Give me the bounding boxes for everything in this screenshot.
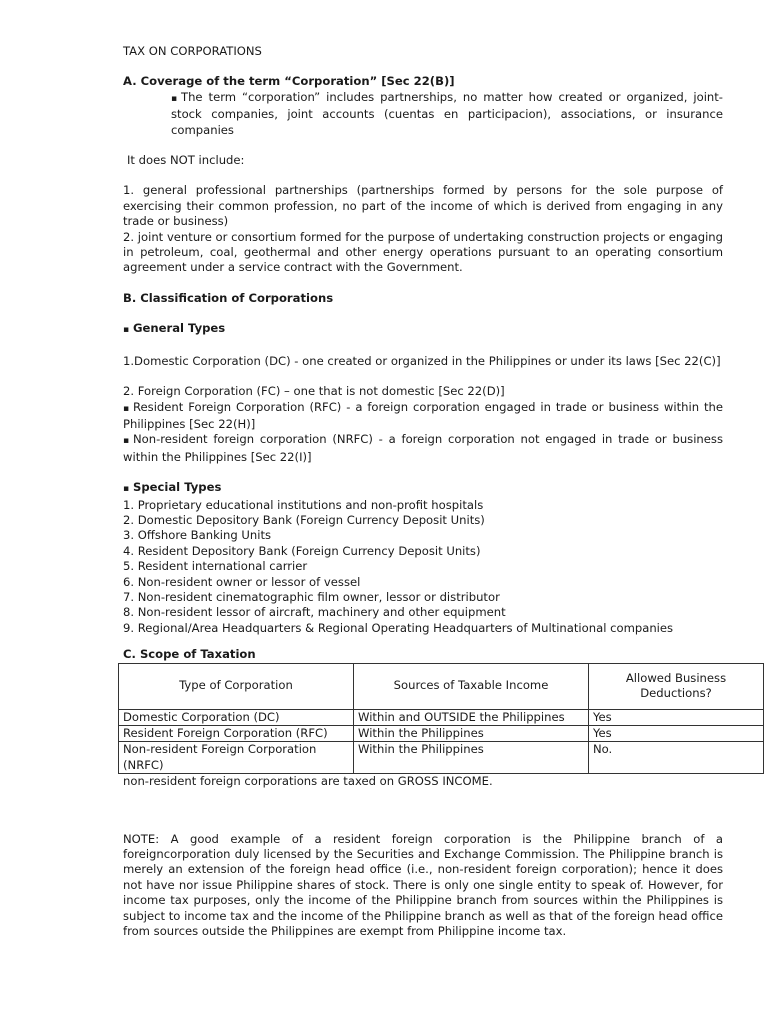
table-cell: Resident Foreign Corporation (RFC) bbox=[119, 726, 354, 742]
bullet-dot-icon: ▪ bbox=[123, 436, 130, 447]
section-a-bullet-text: The term “corporation” includes partnerships, no matter how created or organized, joint-stock companies, joint accounts (cuentas en participacion), associations, or insurance companies bbox=[171, 89, 723, 137]
document-page bbox=[123, 44, 727, 939]
list-item: 2. Domestic Depository Bank (Foreign Currency Deposit Units) bbox=[123, 512, 485, 527]
exclusion-item-2: 2. joint venture or consortium formed for the purpose of undertaking construction projects or engaging in petroleum, coal, geothermal and other energy operations pursuant to an operating consortium agreement under a service contract with the Government. bbox=[123, 229, 723, 275]
section-a-heading: A. Coverage of the term “Corporation” [Sec 22(B)] bbox=[123, 74, 455, 89]
list-item: 7. Non-resident cinematographic film owner, lessor or distributor bbox=[123, 589, 500, 604]
list-item: 8. Non-resident lessor of aircraft, machinery and other equipment bbox=[123, 605, 506, 620]
list-item: 4. Resident Depository Bank (Foreign Currency Deposit Units) bbox=[123, 543, 481, 558]
section-b-heading: B. Classification of Corporations bbox=[123, 290, 334, 305]
scope-of-taxation-table bbox=[118, 663, 764, 775]
section-a-bullet bbox=[123, 90, 723, 138]
special-types-heading: ▪ Special Types bbox=[123, 480, 723, 497]
table-row bbox=[119, 709, 764, 725]
list-item: 1. Proprietary educational institutions and non-profit hospitals bbox=[123, 497, 484, 512]
gross-income-note: non-resident foreign corporations are taxed on GROSS INCOME. bbox=[123, 774, 493, 789]
bullet-dot-icon: ▪ bbox=[123, 325, 130, 336]
section-c-heading: C. Scope of Taxation bbox=[123, 647, 256, 662]
nrfc-def: ▪ Non-resident foreign corporation (NRFC) - a foreign corporation not engaged in trade or business within the Philippines [Sec 22(I)] bbox=[123, 432, 723, 464]
special-types-list bbox=[123, 498, 723, 637]
table-cell: Within the Philippines bbox=[354, 742, 589, 774]
table-header: Allowed Business Deductions? bbox=[589, 663, 764, 709]
table-cell: Within the Philippines bbox=[354, 726, 589, 742]
list-item: 5. Resident international carrier bbox=[123, 559, 308, 574]
list-item: 3. Offshore Banking Units bbox=[123, 528, 272, 543]
branch-note-paragraph: NOTE: A good example of a resident foreign corporation is the Philippine branch of a foreigncorporation duly licensed by the Securities and Exchange Commission. The Philippine branch is merely an extension of the foreign head office (i.e., non-resident foreign corporation); hence it does not have nor issue Philippine shares of stock. There is only one single entity to speak of. However, for income tax purposes, only the income of the Philippine branch from sources within the Philippines is subject to income tax and the income of the Philippine branch as well as that of the foreign head office from sources outside the Philippines are exempt from Philippine income tax. bbox=[123, 831, 723, 939]
not-include-label: It does NOT include: bbox=[127, 153, 245, 168]
bullet-dot-icon: ▪ bbox=[123, 403, 130, 414]
table-row bbox=[119, 742, 764, 774]
document-title: TAX ON CORPORATIONS bbox=[123, 44, 262, 58]
table-row bbox=[119, 726, 764, 742]
table-cell: Within and OUTSIDE the Philippines bbox=[354, 709, 589, 725]
foreign-corporation-def: 2. Foreign Corporation (FC) – one that is not domestic [Sec 22(D)] bbox=[123, 384, 505, 399]
table-cell: No. bbox=[589, 742, 764, 774]
table-cell: Domestic Corporation (DC) bbox=[119, 709, 354, 725]
bullet-dot-icon: ▪ bbox=[123, 484, 130, 495]
table-cell: Yes bbox=[589, 726, 764, 742]
exclusion-item-1: 1. general professional partnerships (partnerships formed by persons for the sole purpose of exercising their common profession, no part of the income of which is derived from engaging in any trade or business) bbox=[123, 183, 723, 229]
domestic-corporation-def: 1.Domestic Corporation (DC) - one created or organized in the Philippines or under its laws [Sec 22(C)] bbox=[123, 353, 721, 368]
table-header-row bbox=[119, 663, 764, 709]
bullet-dot-icon: ▪ bbox=[171, 93, 178, 104]
table-header: Sources of Taxable Income bbox=[354, 663, 589, 709]
rfc-def: ▪ Resident Foreign Corporation (RFC) - a foreign corporation engaged in trade or business within the Philippines [Sec 22(H)] bbox=[123, 399, 723, 431]
table-header: Type of Corporation bbox=[119, 663, 354, 709]
table-cell: Non-resident Foreign Corporation (NRFC) bbox=[119, 742, 354, 774]
list-item: 9. Regional/Area Headquarters & Regional Operating Headquarters of Multinational companies bbox=[123, 620, 674, 635]
table-cell: Yes bbox=[589, 709, 764, 725]
list-item: 6. Non-resident owner or lessor of vessel bbox=[123, 574, 361, 589]
general-types-heading: ▪ General Types bbox=[123, 321, 723, 338]
